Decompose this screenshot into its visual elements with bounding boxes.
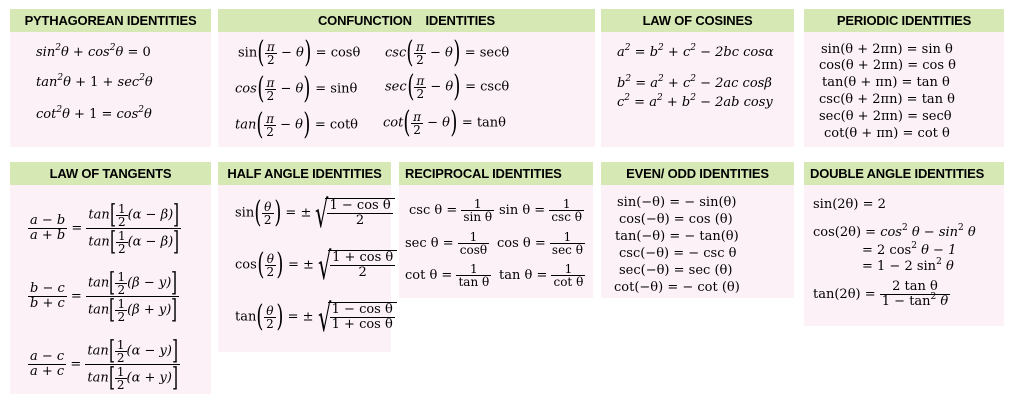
evenodd-line: sin(−θ) = − sin(θ) bbox=[617, 195, 737, 210]
reciprocal-eq-sin: sin θ = $\frac{1}{\text{csc θ}}$ bbox=[499, 197, 582, 224]
double-header: DOUBLE ANGLE IDENTITIES bbox=[804, 162, 1004, 185]
confunction-eq-sec: sec( $\frac{\pi}{2}$ − θ) = cscθ bbox=[385, 69, 510, 104]
cosines-eq-2: $b^2 = a^2 + c^2 - 2ac$ cosβ bbox=[617, 74, 772, 91]
periodic-line: csc(θ + 2πn) = tan θ bbox=[819, 92, 956, 107]
half-header: HALF ANGLE IDENTITIES bbox=[218, 162, 391, 185]
reciprocal-eq-cos: cos θ = $\frac{1}{\text{sec θ}}$ bbox=[497, 230, 583, 257]
periodic-line: tan(θ + πn) = tan θ bbox=[822, 75, 950, 90]
periodic-card bbox=[804, 9, 1004, 147]
confunction-header: CONFUNCTION IDENTITIES bbox=[218, 9, 595, 32]
evenodd-header: EVEN/ ODD IDENTITIES bbox=[601, 162, 794, 185]
tangents-header: LAW OF TANGENTS bbox=[10, 162, 211, 185]
confunction-eq-cos: cos( $\frac{\pi}{2}$ − θ) = sinθ bbox=[235, 71, 358, 106]
pythagorean-header: PYTHAGOREAN IDENTITIES bbox=[10, 9, 211, 32]
confunction-eq-sin: sin( $\frac{\pi}{2}$ − θ) = cosθ bbox=[238, 35, 361, 70]
periodic-line: cos(θ + 2πn) = cos θ bbox=[819, 58, 956, 73]
double-eq-cos-2: = 2 $\cos^2 \theta - 1$ bbox=[862, 241, 957, 258]
double-eq-cos-1: $\cos(2\theta) = \cos^2 \theta - \sin^2 \theta$ bbox=[813, 223, 976, 240]
reciprocal-eq-csc: csc θ = $\frac{1}{\text{sin θ}}$ bbox=[409, 197, 493, 224]
confunction-card bbox=[218, 9, 595, 147]
periodic-line: sin(θ + 2πn) = sin θ bbox=[821, 42, 953, 57]
reciprocal-header: RECIPROCAL IDENTITIES bbox=[399, 162, 593, 185]
periodic-line: cot(θ + πn) = cot θ bbox=[824, 126, 950, 141]
periodic-header: PERIODIC IDENTITIES bbox=[804, 9, 1004, 32]
double-eq-cos-3: = 1 − 2 $\sin^2 \theta$ bbox=[862, 257, 954, 274]
reciprocal-eq-tan: tan θ = $\frac{1}{\text{cot θ}}$ bbox=[499, 262, 584, 289]
double-card bbox=[804, 162, 1004, 326]
cosines-card bbox=[601, 9, 794, 147]
evenodd-card bbox=[601, 162, 794, 298]
reciprocal-card bbox=[399, 162, 593, 298]
confunction-eq-csc: csc( $\frac{\pi}{2}$ − θ) = secθ bbox=[385, 35, 510, 70]
reciprocal-eq-cot: cot θ = $\frac{1}{\text{tan θ}}$ bbox=[405, 262, 490, 289]
half-eq-sin: sin( $\frac{\theta}{2}$ ) = ± √ $\frac{\text{1 − cos θ}}{2}$ bbox=[235, 198, 395, 228]
cosines-eq-1: $a^2 = b^2 + c^2 - 2bc$ cosα bbox=[617, 43, 774, 60]
tangents-eq-3: $\frac{a - c}{a + c}$ = tan[ $\frac{1}{2}$ (α − y)] tan[ $\frac{1}{2}$ (α + y)] bbox=[28, 338, 180, 391]
periodic-line: sec(θ + 2πn) = secθ bbox=[819, 109, 952, 124]
pythagorean-eq-1: $\sin^2\theta + \cos^2\theta = 0$ bbox=[36, 43, 151, 60]
evenodd-line: tan(−θ) = − tan(θ) bbox=[615, 229, 739, 244]
half-eq-cos: cos( $\frac{\theta}{2}$ ) = ± √ $\frac{\text{1 + cos θ}}{2}$ bbox=[235, 250, 397, 280]
confunction-eq-cot: cot( $\frac{\pi}{2}$ − θ) = tanθ bbox=[383, 105, 507, 140]
pythagorean-eq-2: $\tan^2\theta + 1 + \sec^2\theta$ bbox=[36, 73, 153, 90]
tangents-eq-1: $\frac{a - b}{a + b}$ = tan[ $\frac{1}{2}$ (α − β)] tan[ $\frac{1}{2}$ (α − β)] bbox=[28, 202, 181, 255]
pythagorean-eq-3: $\cot^2\theta + 1 = \cos^2\theta$ bbox=[36, 105, 152, 122]
pythagorean-card bbox=[10, 9, 211, 147]
evenodd-line: cos(−θ) = cos (θ) bbox=[619, 212, 733, 227]
half-eq-tan: tan( $\frac{\theta}{2}$ ) = ± √ $\frac{\text{1 − cos θ}}{\text{1 + cos θ}}$ bbox=[235, 302, 397, 332]
evenodd-line: cot(−θ) = − cot (θ) bbox=[614, 280, 740, 295]
confunction-eq-tan: tan( $\frac{\pi}{2}$ − θ) = cotθ bbox=[235, 107, 359, 142]
tangents-eq-2: $\frac{b - c}{b + c}$ = tan[ $\frac{1}{2}$ (β − y)] tan[ $\frac{1}{2}$ (β + y)] bbox=[28, 270, 179, 323]
double-eq-sin: sin(2θ) = 2 bbox=[813, 197, 886, 212]
cosines-eq-3: $c^2 = a^2 + b^2 - 2ab$ cosy bbox=[617, 93, 773, 110]
evenodd-line: sec(−θ) = sec (θ) bbox=[619, 263, 733, 278]
half-card bbox=[218, 162, 394, 352]
cosines-header: LAW OF COSINES bbox=[601, 9, 794, 32]
tangents-card bbox=[10, 162, 211, 394]
double-eq-tan: tan(2θ) = $\frac{\text{2 tan θ}}{1 - \tan^2 \theta}$ bbox=[813, 279, 949, 309]
reciprocal-eq-sec: sec θ = $\frac{1}{\cos\theta}$ bbox=[405, 230, 488, 257]
evenodd-line: csc(−θ) = − csc θ bbox=[619, 246, 737, 261]
